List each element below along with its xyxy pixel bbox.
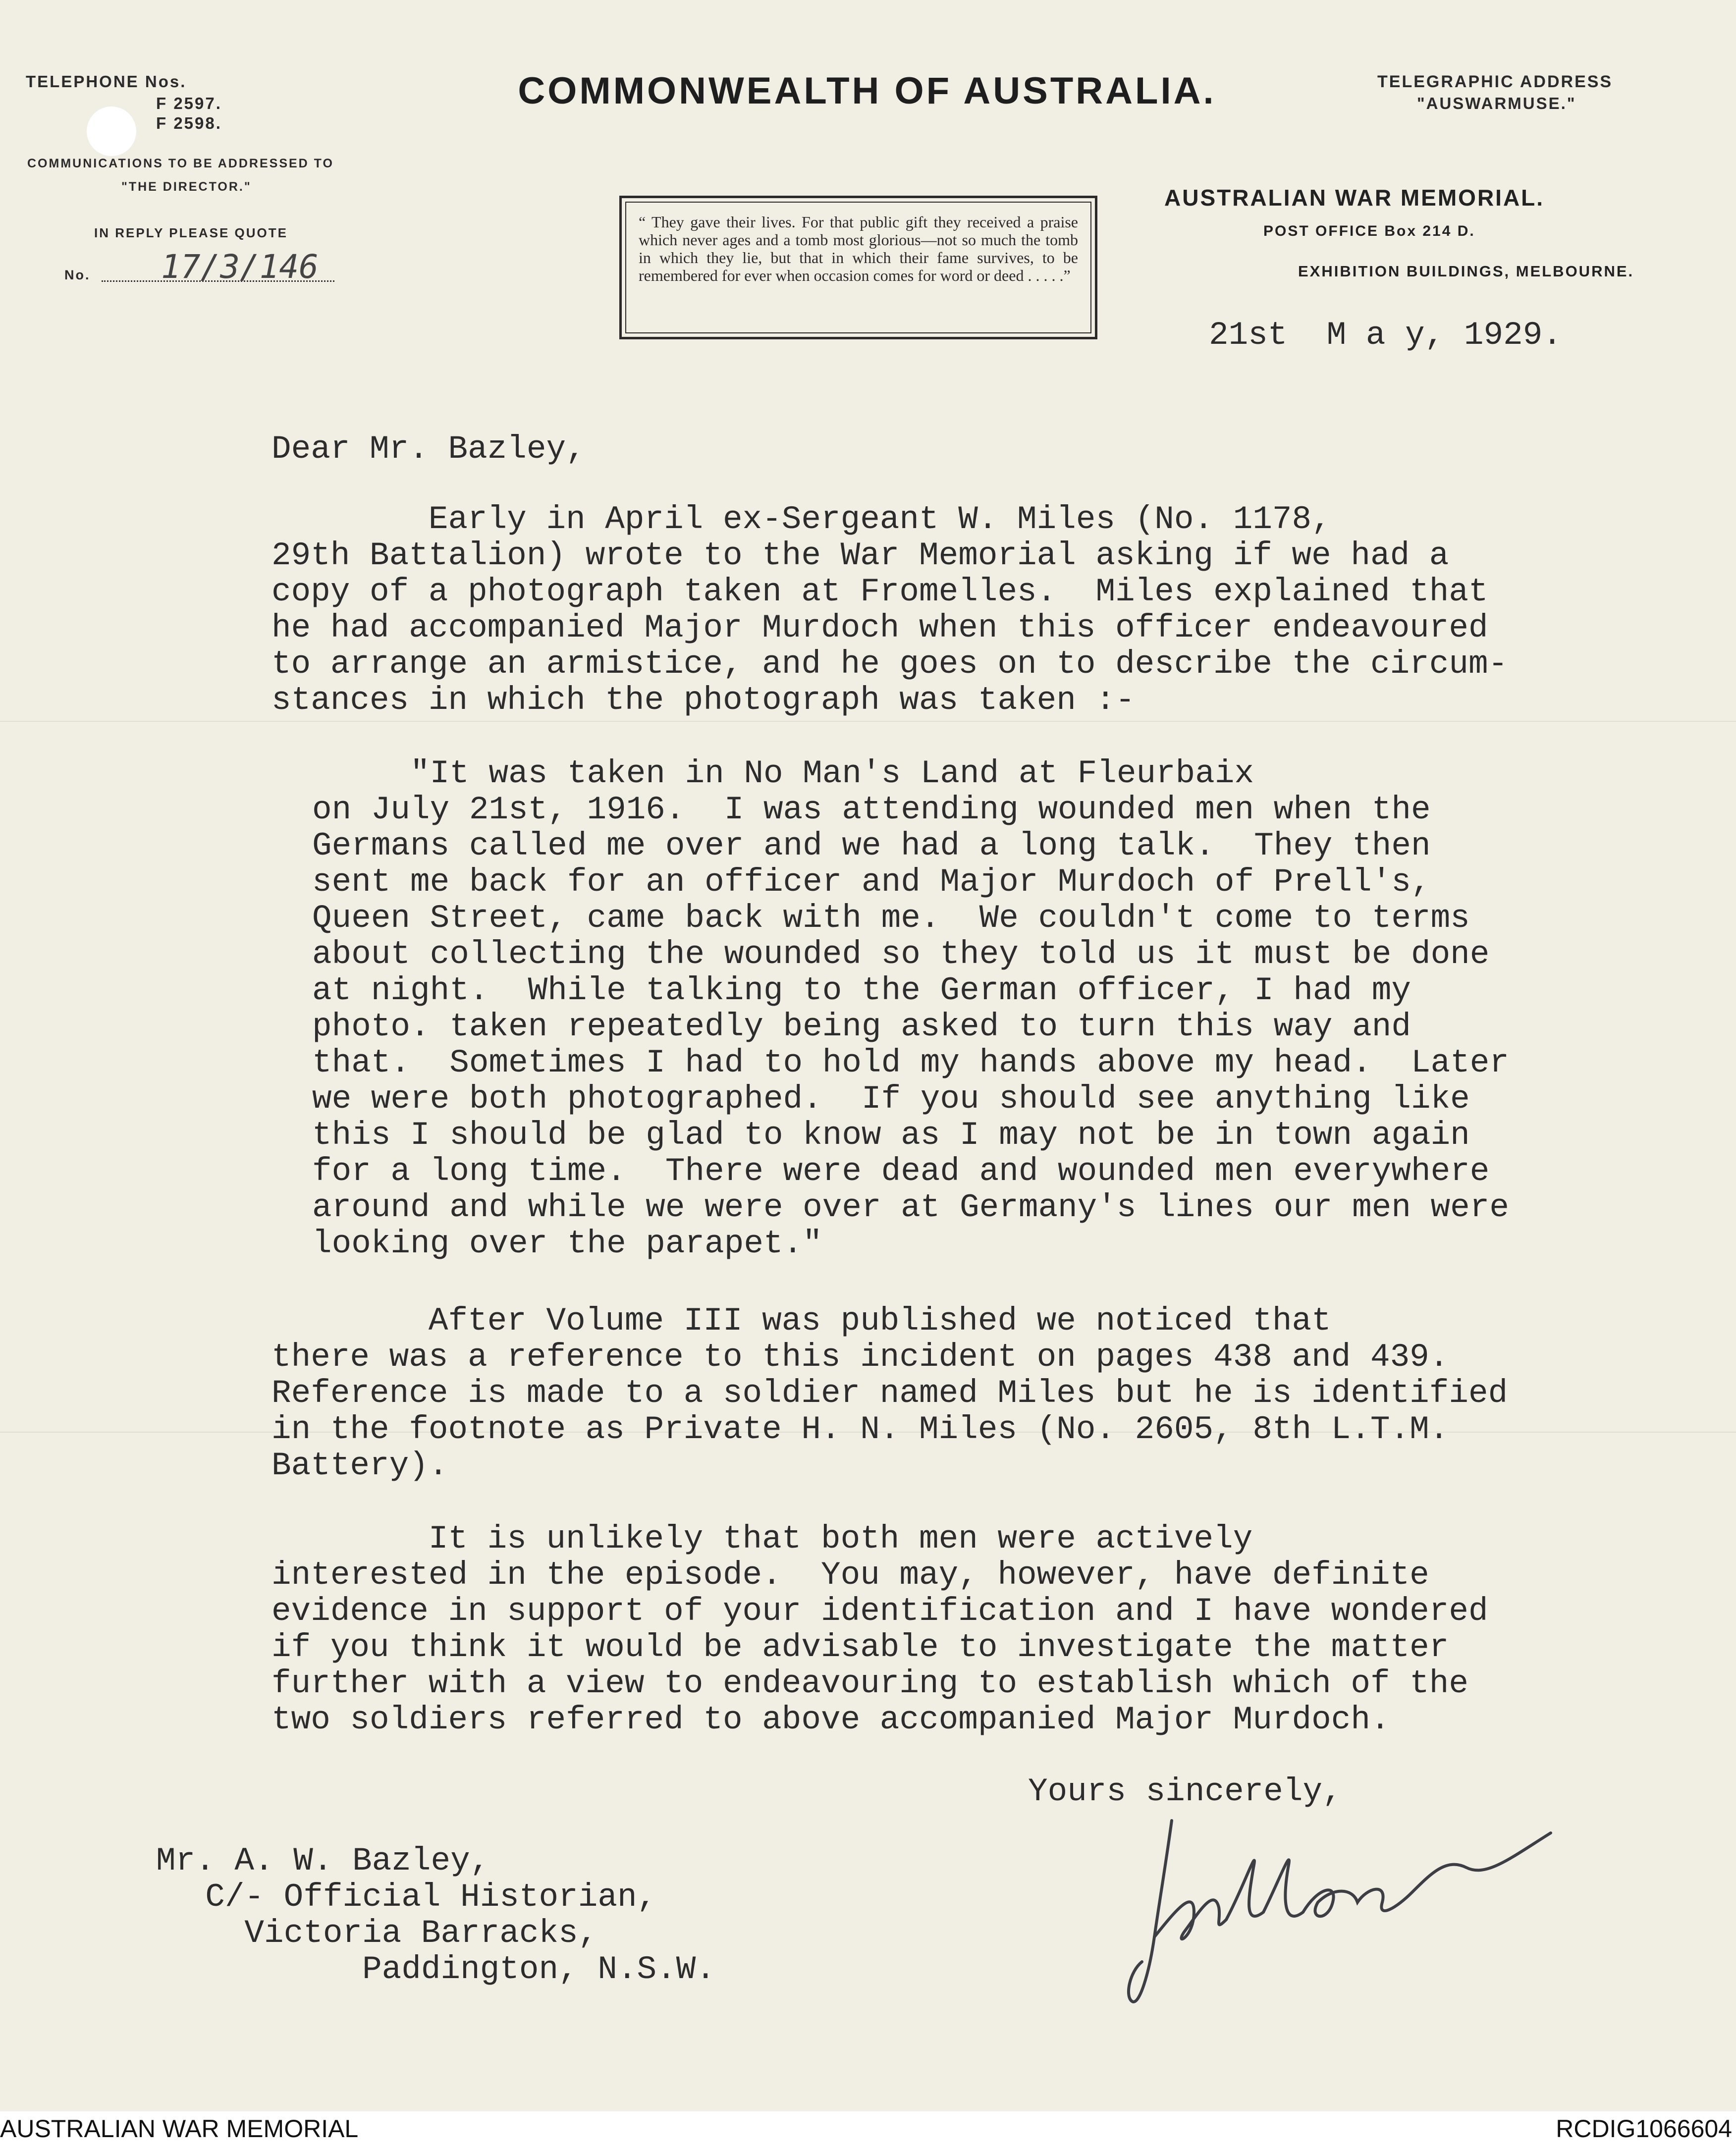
telegraphic-label: TELEGRAPHIC ADDRESS <box>1377 72 1613 91</box>
address-line: Paddington, N.S.W. <box>166 1951 715 1988</box>
text-line: evidence in support of your identification and I have wondered <box>271 1593 1488 1630</box>
street-address: EXHIBITION BUILDINGS, MELBOURNE. <box>1298 263 1634 280</box>
letterhead-title: COMMONWEALTH OF AUSTRALIA. <box>518 70 1216 112</box>
text-line: around and while we were over at Germany's lines our men were <box>312 1189 1509 1226</box>
reference-number: 17/3/146 <box>161 248 319 286</box>
punch-hole <box>87 107 136 156</box>
text-line: Early in April ex-Sergeant W. Miles (No. 1178, <box>271 501 1331 538</box>
text-line: for a long time. There were dead and wounded men everywhere <box>312 1153 1490 1190</box>
telegraphic-address: "AUSWARMUSE." <box>1417 94 1576 112</box>
text-line: this I should be glad to know as I may not be in town again <box>312 1117 1470 1154</box>
communications-note: "THE DIRECTOR." <box>121 180 252 194</box>
no-label: No. <box>64 268 91 282</box>
paragraph-1 <box>271 501 1508 718</box>
address-line: Victoria Barracks, <box>166 1915 598 1952</box>
memorial-quote: “ They gave their lives. For that public gift they received a praise which never ages and a tomb most glorious—not so much the tomb in which they lie, but that in which their fame survives, to be remembered for ever when occasion comes for word or deed . . . . .” <box>639 213 1078 284</box>
text-line: there was a reference to this incident on pages 438 and 439. <box>271 1339 1449 1376</box>
text-line: After Volume III was published we noticed that <box>271 1302 1331 1340</box>
address-line: Mr. A. W. Bazley, <box>156 1842 490 1880</box>
text-line: further with a view to endeavouring to establish which of the <box>271 1665 1468 1702</box>
quote-box <box>619 196 1097 339</box>
telephone-number: F 2597. <box>156 94 222 112</box>
text-line: we were both photographed. If you should see anything like <box>312 1080 1470 1118</box>
paragraph-2 <box>271 1303 1508 1484</box>
text-line: Battery). <box>271 1447 448 1484</box>
text-line: 29th Battalion) wrote to the War Memorial asking if we had a <box>271 537 1449 574</box>
text-line: Reference is made to a soldier named Miles but he is identified <box>271 1375 1508 1412</box>
signature <box>1120 1813 1566 2021</box>
text-line: stances in which the photograph was taken :- <box>271 682 1135 719</box>
text-line: at night. While talking to the German officer, I had my <box>312 972 1411 1009</box>
text-line: "It was taken in No Man's Land at Fleurbaix <box>312 755 1254 792</box>
text-line: he had accompanied Major Murdoch when this officer endeavoured <box>271 609 1488 646</box>
reply-label: IN REPLY PLEASE QUOTE <box>94 225 288 240</box>
text-line: on July 21st, 1916. I was attending wounded men when the <box>312 791 1431 828</box>
paper-fold <box>0 721 1736 722</box>
text-line: interested in the episode. You may, however, have definite <box>271 1557 1429 1594</box>
telephone-label: TELEPHONE Nos. <box>26 72 187 91</box>
footer-id: RCDIG1066604 <box>1556 2115 1732 2143</box>
text-line: photo. taken repeatedly being asked to turn this way and <box>312 1008 1411 1045</box>
text-line: in the footnote as Private H. N. Miles (No. 2605, 8th L.T.M. <box>271 1411 1449 1448</box>
text-line: two soldiers referred to above accompanied Major Murdoch. <box>271 1701 1390 1738</box>
communications-note: COMMUNICATIONS TO BE ADDRESSED TO <box>27 157 334 170</box>
text-line: that. Sometimes I had to hold my hands above my head. Later <box>312 1044 1509 1081</box>
text-line: copy of a photograph taken at Fromelles. Miles explained that <box>271 573 1488 610</box>
text-line: Queen Street, came back with me. We couldn't come to terms <box>312 900 1470 937</box>
text-line: looking over the parapet." <box>312 1225 822 1262</box>
telephone-number: F 2598. <box>156 114 222 132</box>
letter-date: 21st M a y, 1929. <box>1209 317 1562 354</box>
closing: Yours sincerely, <box>1028 1773 1342 1810</box>
quoted-paragraph <box>312 755 1509 1262</box>
address-line: C/- Official Historian, <box>166 1879 657 1916</box>
text-line: It is unlikely that both men were actively <box>271 1520 1253 1558</box>
footer-source: AUSTRALIAN WAR MEMORIAL <box>0 2115 359 2143</box>
text-line: Germans called me over and we had a long talk. They then <box>312 827 1431 864</box>
text-line: if you think it would be advisable to investigate the matter <box>271 1629 1449 1666</box>
text-line: about collecting the wounded so they told us it must be done <box>312 936 1490 973</box>
text-line: sent me back for an officer and Major Murdoch of Prell's, <box>312 863 1431 901</box>
po-box: POST OFFICE Box 214 D. <box>1263 223 1475 239</box>
salutation: Dear Mr. Bazley, <box>271 430 586 468</box>
paragraph-3 <box>271 1521 1488 1738</box>
text-line: to arrange an armistice, and he goes on to describe the circum- <box>271 645 1508 683</box>
addressee-block <box>156 1842 715 1988</box>
organisation-name: AUSTRALIAN WAR MEMORIAL. <box>1164 185 1545 211</box>
